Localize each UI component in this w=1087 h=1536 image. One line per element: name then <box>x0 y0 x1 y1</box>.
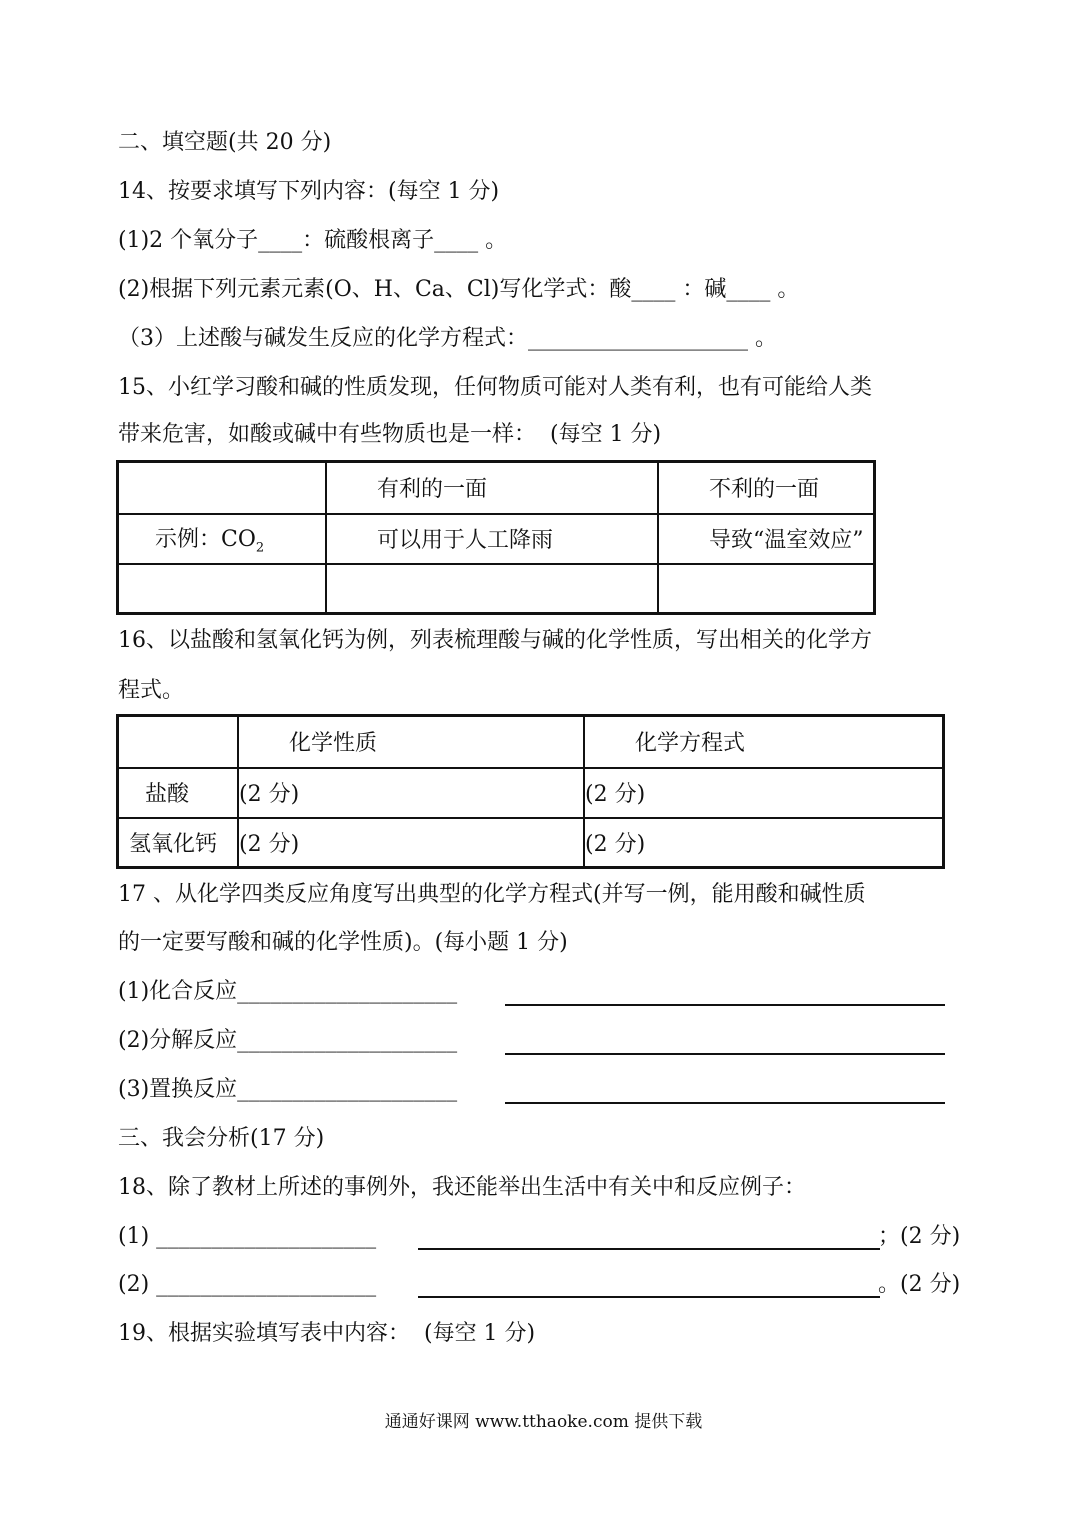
q16-table-header-property: 化学性质 <box>238 716 584 768</box>
q16-table-row-hcl-equation[interactable]: (2 分) <box>584 768 944 818</box>
q16-table-row-caoh2-label: 氢氧化钙 <box>118 818 239 868</box>
q16-table <box>116 714 945 869</box>
q15-table-example-good: 可以用于人工降雨 <box>326 514 658 564</box>
q15-table-header-good: 有利的一面 <box>326 462 658 514</box>
q14-part1: (1)2 个氧分子____：硫酸根离子____ 。 <box>118 228 508 253</box>
q18-item-1: (1) ____________________ <box>118 1224 377 1249</box>
q15-table-blank-good[interactable] <box>326 564 658 614</box>
q16-table-header-equation: 化学方程式 <box>584 716 944 768</box>
q15-table-header-blank <box>118 462 327 514</box>
q15-table-blank-bad[interactable] <box>658 564 875 614</box>
q18-stem: 18、除了教材上所述的事例外，我还能举出生活中有关中和反应例子： <box>118 1175 806 1200</box>
q15-table-blank-substance[interactable] <box>118 564 327 614</box>
q18-item-2: (2) ____________________ <box>118 1272 377 1297</box>
q19-stem: 19、根据实验填写表中内容： (每空 1 分) <box>118 1321 536 1346</box>
q15-stem-line2: 带来危害，如酸或碱中有些物质也是一样： (每空 1 分) <box>118 422 662 447</box>
q18-item-2-score: 。(2 分) <box>878 1272 961 1297</box>
q15-table-example-label: 示例：$CO_2$ <box>118 514 327 564</box>
q16-table-header-blank <box>118 716 239 768</box>
q17-item-1: (1)化合反应____________________ <box>118 979 458 1004</box>
q15-table <box>116 460 876 615</box>
section-3-title: 三、我会分析(17 分) <box>118 1126 325 1151</box>
q18-item-1-score: ；(2 分) <box>878 1224 961 1249</box>
q16-stem-line2: 程式。 <box>118 678 185 703</box>
q16-table-row-hcl-label: 盐酸 <box>118 768 239 818</box>
q17-stem-line2: 的一定要写酸和碱的化学性质)。(每小题 1 分) <box>118 930 568 955</box>
q15-stem-line1: 15、小红学习酸和碱的性质发现，任何物质可能对人类有利，也有可能给人类 <box>118 375 872 400</box>
q14-stem: 14、按要求填写下列内容：(每空 1 分) <box>118 179 500 204</box>
section-2-title: 二、填空题(共 20 分) <box>118 130 332 155</box>
q16-stem-line1: 16、以盐酸和氢氧化钙为例，列表梳理酸与碱的化学性质，写出相关的化学方 <box>118 628 872 653</box>
q17-item-3: (3)置换反应____________________ <box>118 1077 458 1102</box>
q17-item-2-answer-line[interactable] <box>505 1053 945 1055</box>
q16-table-row-caoh2-equation[interactable]: (2 分) <box>584 818 944 868</box>
q16-table-row-caoh2-property[interactable]: (2 分) <box>238 818 584 868</box>
q17-item-3-answer-line[interactable] <box>505 1102 945 1104</box>
page-footer: 通通好课网 www.tthaoke.com 提供下载 <box>384 1412 703 1432</box>
q18-item-2-answer-line[interactable] <box>418 1296 880 1298</box>
q15-table-example-bad: 导致“温室效应” <box>658 514 875 564</box>
q18-item-1-answer-line[interactable] <box>418 1248 880 1250</box>
q17-item-2: (2)分解反应____________________ <box>118 1028 458 1053</box>
q17-stem-line1: 17 、从化学四类反应角度写出典型的化学方程式(并写一例，能用酸和碱性质 <box>118 882 866 907</box>
q17-item-1-answer-line[interactable] <box>505 1004 945 1006</box>
q14-part3: （3）上述酸与碱发生反应的化学方程式：____________________ 。 <box>118 326 777 351</box>
q15-table-header-bad: 不利的一面 <box>658 462 875 514</box>
q14-part2: (2)根据下列元素元素(O、H、Ca、Cl)写化学式：酸____ ：碱____ 。 <box>118 277 800 302</box>
q16-table-row-hcl-property[interactable]: (2 分) <box>238 768 584 818</box>
